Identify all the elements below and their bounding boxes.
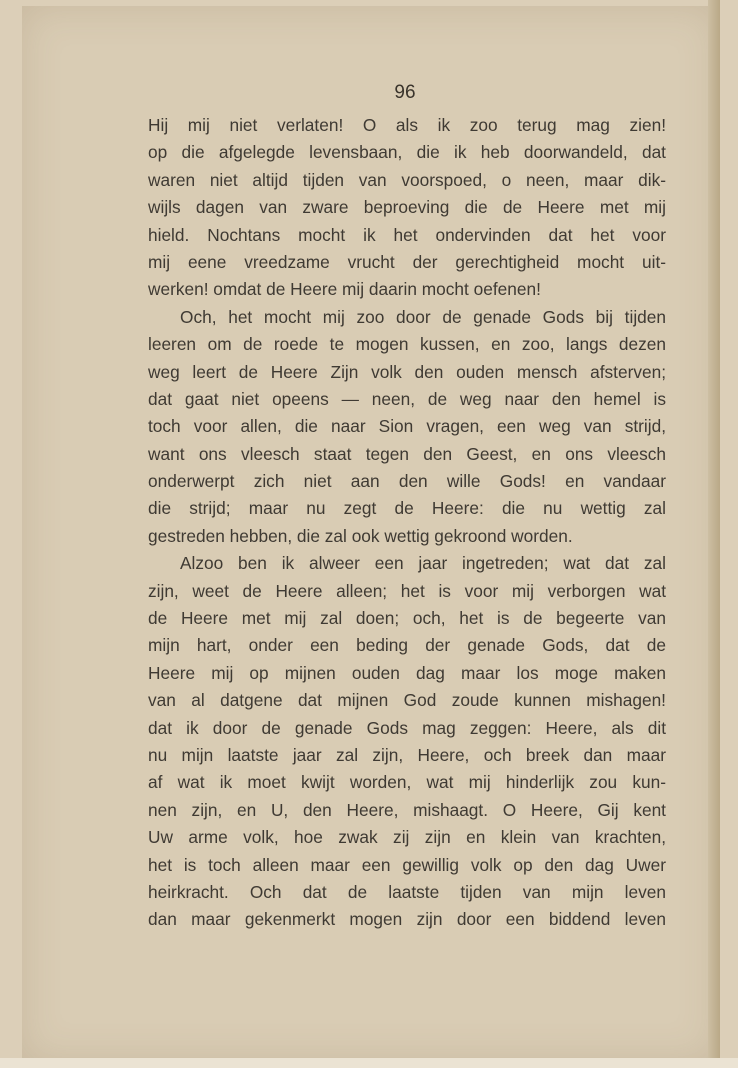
text-line: dan maar gekenmerkt mogen zijn door een biddend leven <box>148 909 666 930</box>
text-line: leeren om de roede te mogen kussen, en zoo, langs dezen <box>148 334 666 355</box>
text-line: gestreden hebben, die zal ook wettig gekroond worden. <box>148 525 573 546</box>
text-line: wijls dagen van zware beproeving die de Heere met mij <box>148 197 666 218</box>
text-line: nu mijn laatste jaar zal zijn, Heere, och breek dan maar <box>148 744 666 765</box>
text-line: zijn, weet de Heere alleen; het is voor mij verborgen wat <box>148 580 666 601</box>
text-line: weg leert de Heere Zijn volk den ouden mensch afsterven; <box>148 361 666 382</box>
text-line: dat gaat niet opeens — neen, de weg naar den hemel is <box>148 388 666 409</box>
text-line: het is toch alleen maar een gewillig volk op den dag Uwer <box>148 854 666 875</box>
text-line: werken! omdat de Heere mij daarin mocht oefenen! <box>148 279 541 300</box>
text-line: want ons vleesch staat tegen den Geest, en ons vleesch <box>148 443 666 464</box>
page-edge-shadow <box>708 0 720 1068</box>
text-line: toch voor allen, die naar Sion vragen, een weg van strijd, <box>148 416 666 437</box>
text-line: van al datgene dat mijnen God zoude kunnen mishagen! <box>148 690 666 711</box>
text-line: dat ik door de genade Gods mag zeggen: Heere, als dit <box>148 717 666 738</box>
text-line: mij eene vreedzame vrucht der gerechtigheid mocht uit- <box>148 251 666 272</box>
text-line: Heere mij op mijnen ouden dag maar los moge maken <box>148 662 666 683</box>
text-line: Uw arme volk, hoe zwak zij zijn en klein van krachten, <box>148 827 666 848</box>
text-line: nen zijn, en U, den Heere, mishaagt. O Heere, Gij kent <box>148 799 666 820</box>
text-line: hield. Nochtans mocht ik het ondervinden dat het voor <box>148 224 666 245</box>
paragraph-start-line: Och, het mocht mij zoo door de genade Gods bij tijden <box>180 306 666 327</box>
text-line: de Heere met mij zal doen; och, het is de begeerte van <box>148 608 666 629</box>
text-line: af wat ik moet kwijt worden, wat mij hinderlijk zou kun- <box>148 772 666 793</box>
page-bottom-margin <box>0 1058 738 1068</box>
page-number: 96 <box>394 82 416 103</box>
text-line: Hij mij niet verlaten! O als ik zoo terug mag zien! <box>148 115 666 135</box>
text-line: onderwerpt zich niet aan den wille Gods! en vandaar <box>148 471 666 492</box>
text-line: die strijd; maar nu zegt de Heere: die nu wettig zal <box>148 498 666 519</box>
text-line: heirkracht. Och dat de laatste tijden van mijn leven <box>148 881 666 902</box>
text-line: waren niet altijd tijden van voorspoed, o neen, maar dik- <box>148 169 666 190</box>
body-text <box>148 112 666 934</box>
paragraph-start-line: Alzoo ben ik alweer een jaar ingetreden; wat dat zal <box>180 553 666 574</box>
text-line: mijn hart, onder een beding der genade Gods, dat de <box>148 635 666 656</box>
text-line: op die afgelegde levensbaan, die ik heb doorwandeld, dat <box>148 142 666 163</box>
